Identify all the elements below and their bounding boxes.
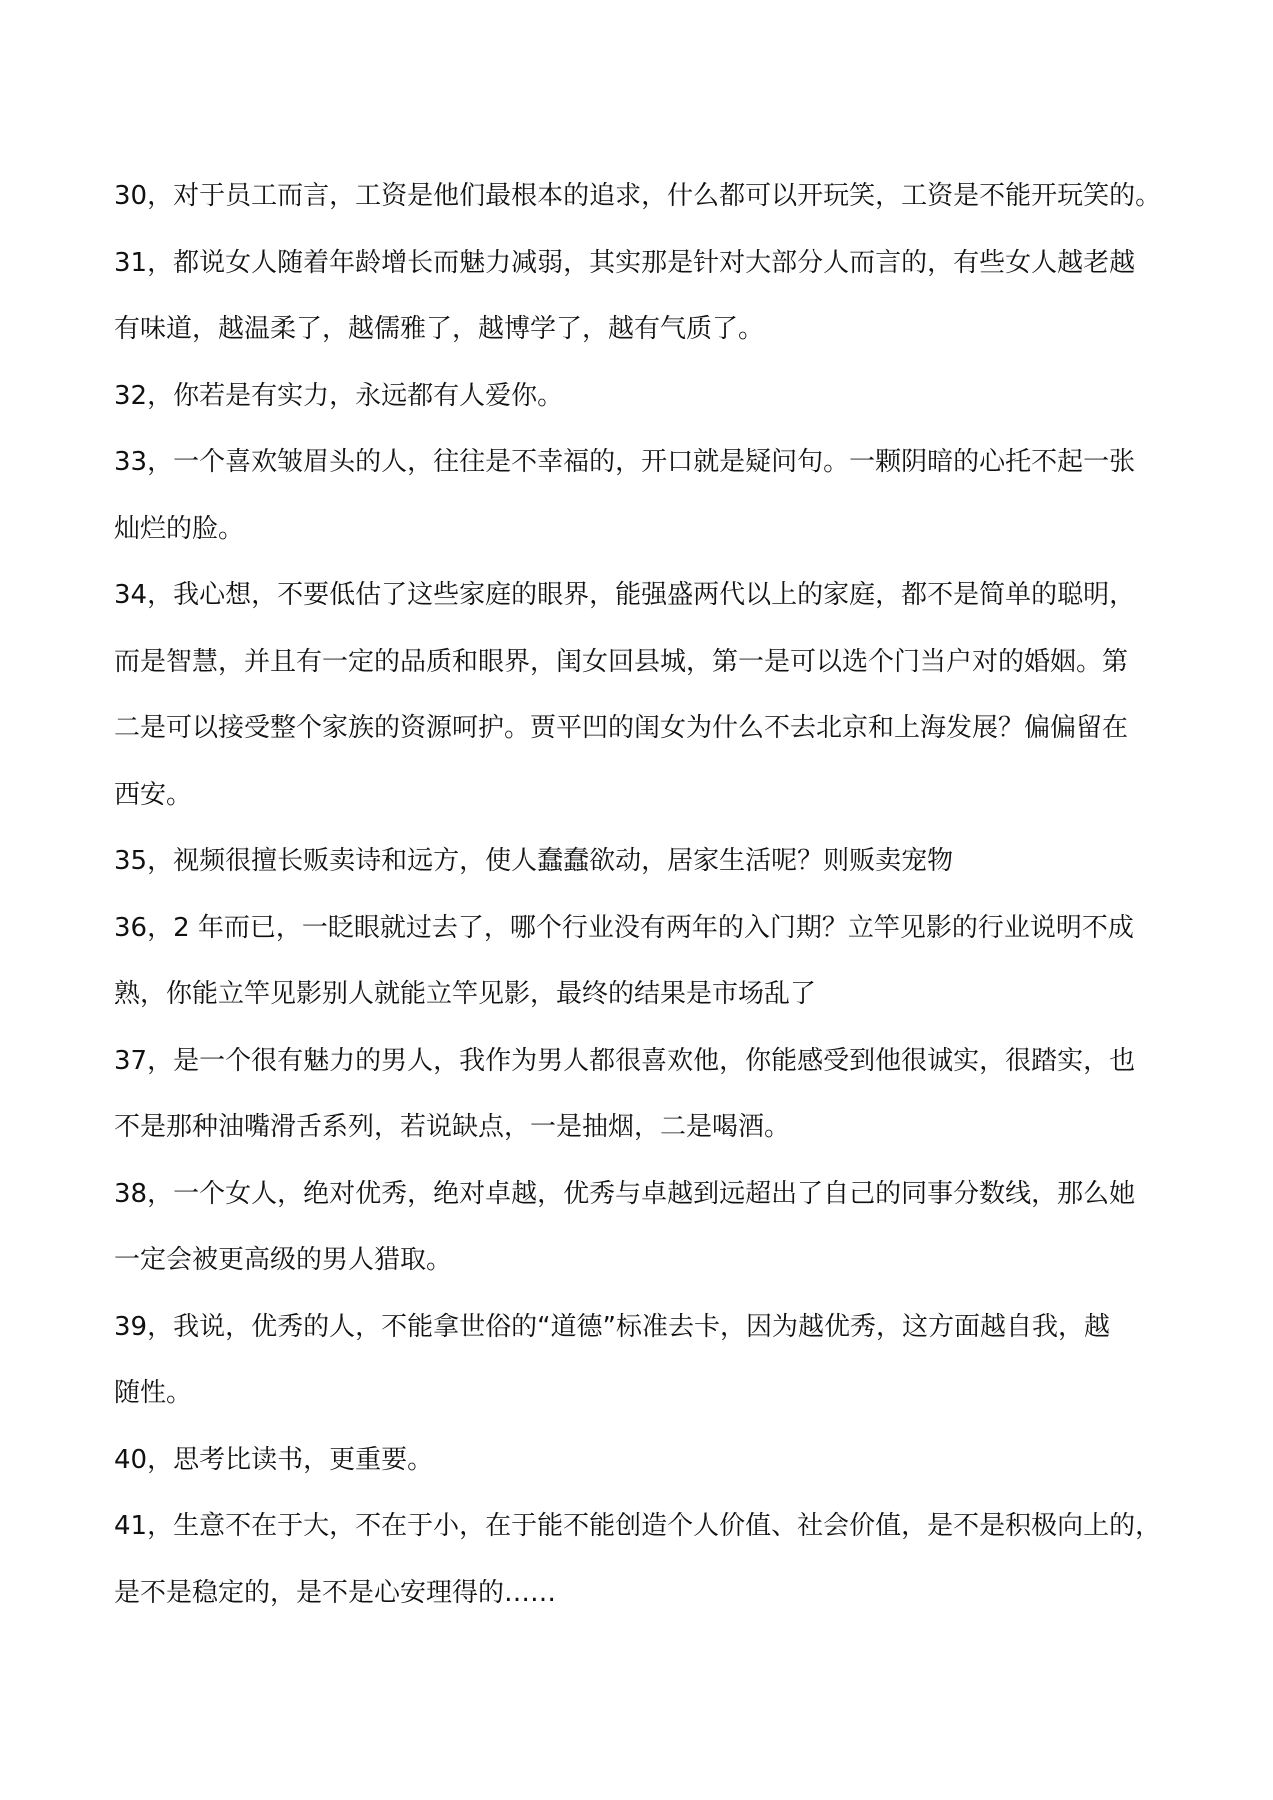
paragraph-line: 34，我心想，不要低估了这些家庭的眼界，能强盛两代以上的家庭，都不是简单的聪明， bbox=[114, 580, 1136, 610]
paragraph-line: 灿烂的脸。 bbox=[114, 513, 245, 544]
paragraph-line: 40，思考比读书，更重要。 bbox=[114, 1444, 434, 1475]
paragraph-line: 是不是稳定的，是不是心安理得的…… bbox=[114, 1577, 557, 1608]
paragraph-34 bbox=[114, 562, 1172, 828]
document-body bbox=[114, 163, 1172, 1626]
paragraph-37 bbox=[114, 1028, 1172, 1161]
paragraph-line: 38，一个女人，绝对优秀，绝对卓越，优秀与卓越到远超出了自己的同事分数线，那么她 bbox=[114, 1178, 1136, 1209]
paragraph-35 bbox=[114, 828, 1172, 895]
paragraph-32 bbox=[114, 363, 1172, 430]
paragraph-line: 不是那种油嘴滑舌系列，若说缺点，一是抽烟，二是喝酒。 bbox=[114, 1112, 791, 1142]
paragraph-line: 41，生意不在于大，不在于小，在于能不能创造个人价值、社会价值，是不是积极向上的， bbox=[114, 1511, 1162, 1541]
paragraph-33 bbox=[114, 429, 1172, 562]
paragraph-line: 39，我说，优秀的人，不能拿世俗的“道德”标准去卡，因为越优秀，这方面越自我，越 bbox=[114, 1311, 1111, 1342]
paragraph-31 bbox=[114, 230, 1172, 363]
paragraph-line: 31，都说女人随着年龄增长而魅力减弱，其实那是针对大部分人而言的，有些女人越老越 bbox=[114, 247, 1136, 278]
paragraph-line: 36，2 年而已，一眨眼就过去了，哪个行业没有两年的入门期？立竿见影的行业说明不成 bbox=[114, 912, 1134, 943]
paragraph-line: 而是智慧，并且有一定的品质和眼界，闺女回县城，第一是可以选个门当户对的婚姻。第 bbox=[114, 646, 1129, 677]
paragraph-39 bbox=[114, 1294, 1172, 1427]
paragraph-38 bbox=[114, 1161, 1172, 1294]
paragraph-line: 33，一个喜欢皱眉头的人，往往是不幸福的，开口就是疑问句。一颗阴暗的心托不起一张 bbox=[114, 447, 1136, 477]
paragraph-line: 熟，你能立竿见影别人就能立竿见影，最终的结果是市场乱了 bbox=[114, 979, 817, 1009]
paragraph-41 bbox=[114, 1493, 1172, 1626]
paragraph-30 bbox=[114, 163, 1172, 230]
paragraph-line: 37，是一个很有魅力的男人，我作为男人都很喜欢他，你能感受到他很诚实，很踏实，也 bbox=[114, 1045, 1136, 1076]
paragraph-line: 随性。 bbox=[114, 1378, 193, 1408]
paragraph-line: 有味道，越温柔了，越儒雅了，越博学了，越有气质了。 bbox=[114, 314, 765, 344]
paragraph-line: 35，视频很擅长贩卖诗和远方，使人蠢蠢欲动，居家生活呢？则贩卖宠物 bbox=[114, 846, 954, 876]
paragraph-line: 西安。 bbox=[114, 779, 193, 810]
paragraph-line: 32，你若是有实力，永远都有人爱你。 bbox=[114, 380, 564, 411]
paragraph-line: 30，对于员工而言，工资是他们最根本的追求，什么都可以开玩笑，工资是不能开玩笑的。 bbox=[114, 181, 1162, 211]
paragraph-40 bbox=[114, 1427, 1172, 1494]
paragraph-line: 二是可以接受整个家族的资源呵护。贾平凹的闺女为什么不去北京和上海发展？偏偏留在 bbox=[114, 713, 1129, 743]
paragraph-line: 一定会被更高级的男人猎取。 bbox=[114, 1245, 453, 1275]
paragraph-36 bbox=[114, 895, 1172, 1028]
